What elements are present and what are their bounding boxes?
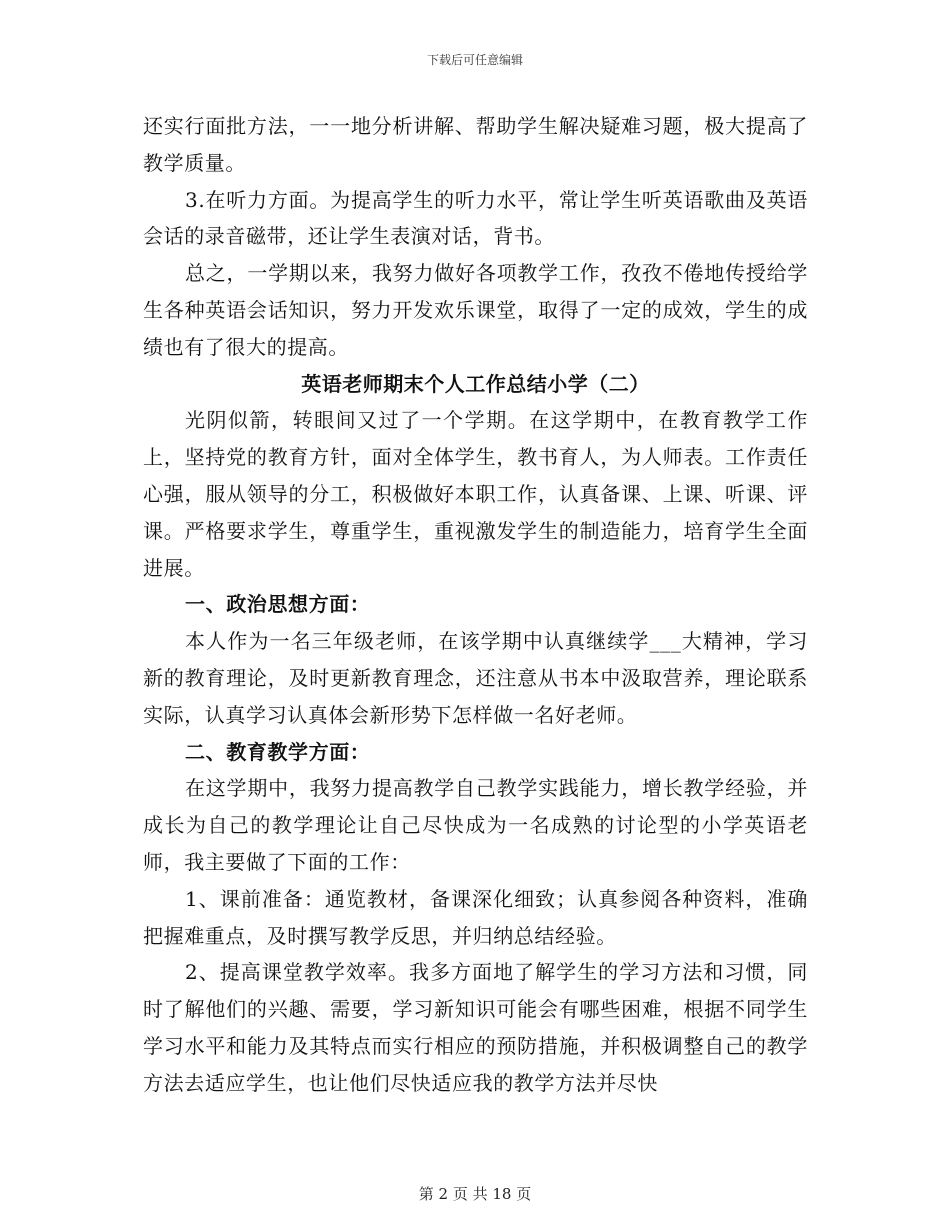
heading-political: 一、政治思想方面： [185, 592, 371, 617]
document-body [143, 108, 808, 1102]
paragraph-listening: 3.在听力方面。为提高学生的听力水平，常让学生听英语歌曲及英语会话的录音磁带，还让学生表演对话，背书。 [143, 187, 808, 249]
heading-teaching: 二、教育教学方面： [185, 739, 371, 764]
paragraph-intro: 光阴似箭，转眼间又过了一个学期。在这学期中，在教育教学工作上，坚持党的教育方针，面对全体学生，教书育人，为人师表。工作责任心强，服从领导的分工，积极做好本职工作，认真备课、上课、听课、评课。严格要求学生，尊重学生，重视激发学生的制造能力，培育学生全面进展。 [143, 408, 808, 580]
paragraph-efficiency: 2、提高课堂教学效率。我多方面地了解学生的学习方法和习惯，同时了解他们的兴趣、需要，学习新知识可能会有哪些困难，根据不同学生学习水平和能力及其特点而实行相应的预防措施，并积极调整自己的教学方法去适应学生，也让他们尽快适应我的教学方法并尽快 [143, 960, 808, 1095]
section-title: 英语老师期末个人工作总结小学（二） [301, 371, 650, 396]
paragraph-political: 本人作为一名三年级老师，在该学期中认真继续学___大精神，学习新的教育理论，及时更新教育理念，还注意从书本中汲取营养，理论联系实际，认真学习认真体会新形势下怎样做一名好老师。 [143, 629, 808, 727]
page-footer-number: 第 2 页 共 18 页 [418, 1185, 532, 1203]
paragraph-preparation: 1、课前准备：通览教材，备课深化细致；认真参阅各种资料，准确把握难重点，及时撰写教学反思，并归纳总结经验。 [143, 886, 808, 948]
page-header-note: 下载后可任意编辑 [426, 53, 523, 67]
paragraph-teaching: 在这学期中，我努力提高教学自己教学实践能力，增长教学经验，并成长为自己的教学理论让自己尽快成为一名成熟的讨论型的小学英语老师，我主要做了下面的工作： [143, 776, 808, 874]
paragraph-continuation: 还实行面批方法，一一地分析讲解、帮助学生解决疑难习题，极大提高了教学质量。 [143, 114, 808, 175]
paragraph-summary: 总之，一学期以来，我努力做好各项教学工作，孜孜不倦地传授给学生各种英语会话知识，努力开发欢乐课堂，取得了一定的成效，学生的成绩也有了很大的提高。 [143, 261, 808, 359]
